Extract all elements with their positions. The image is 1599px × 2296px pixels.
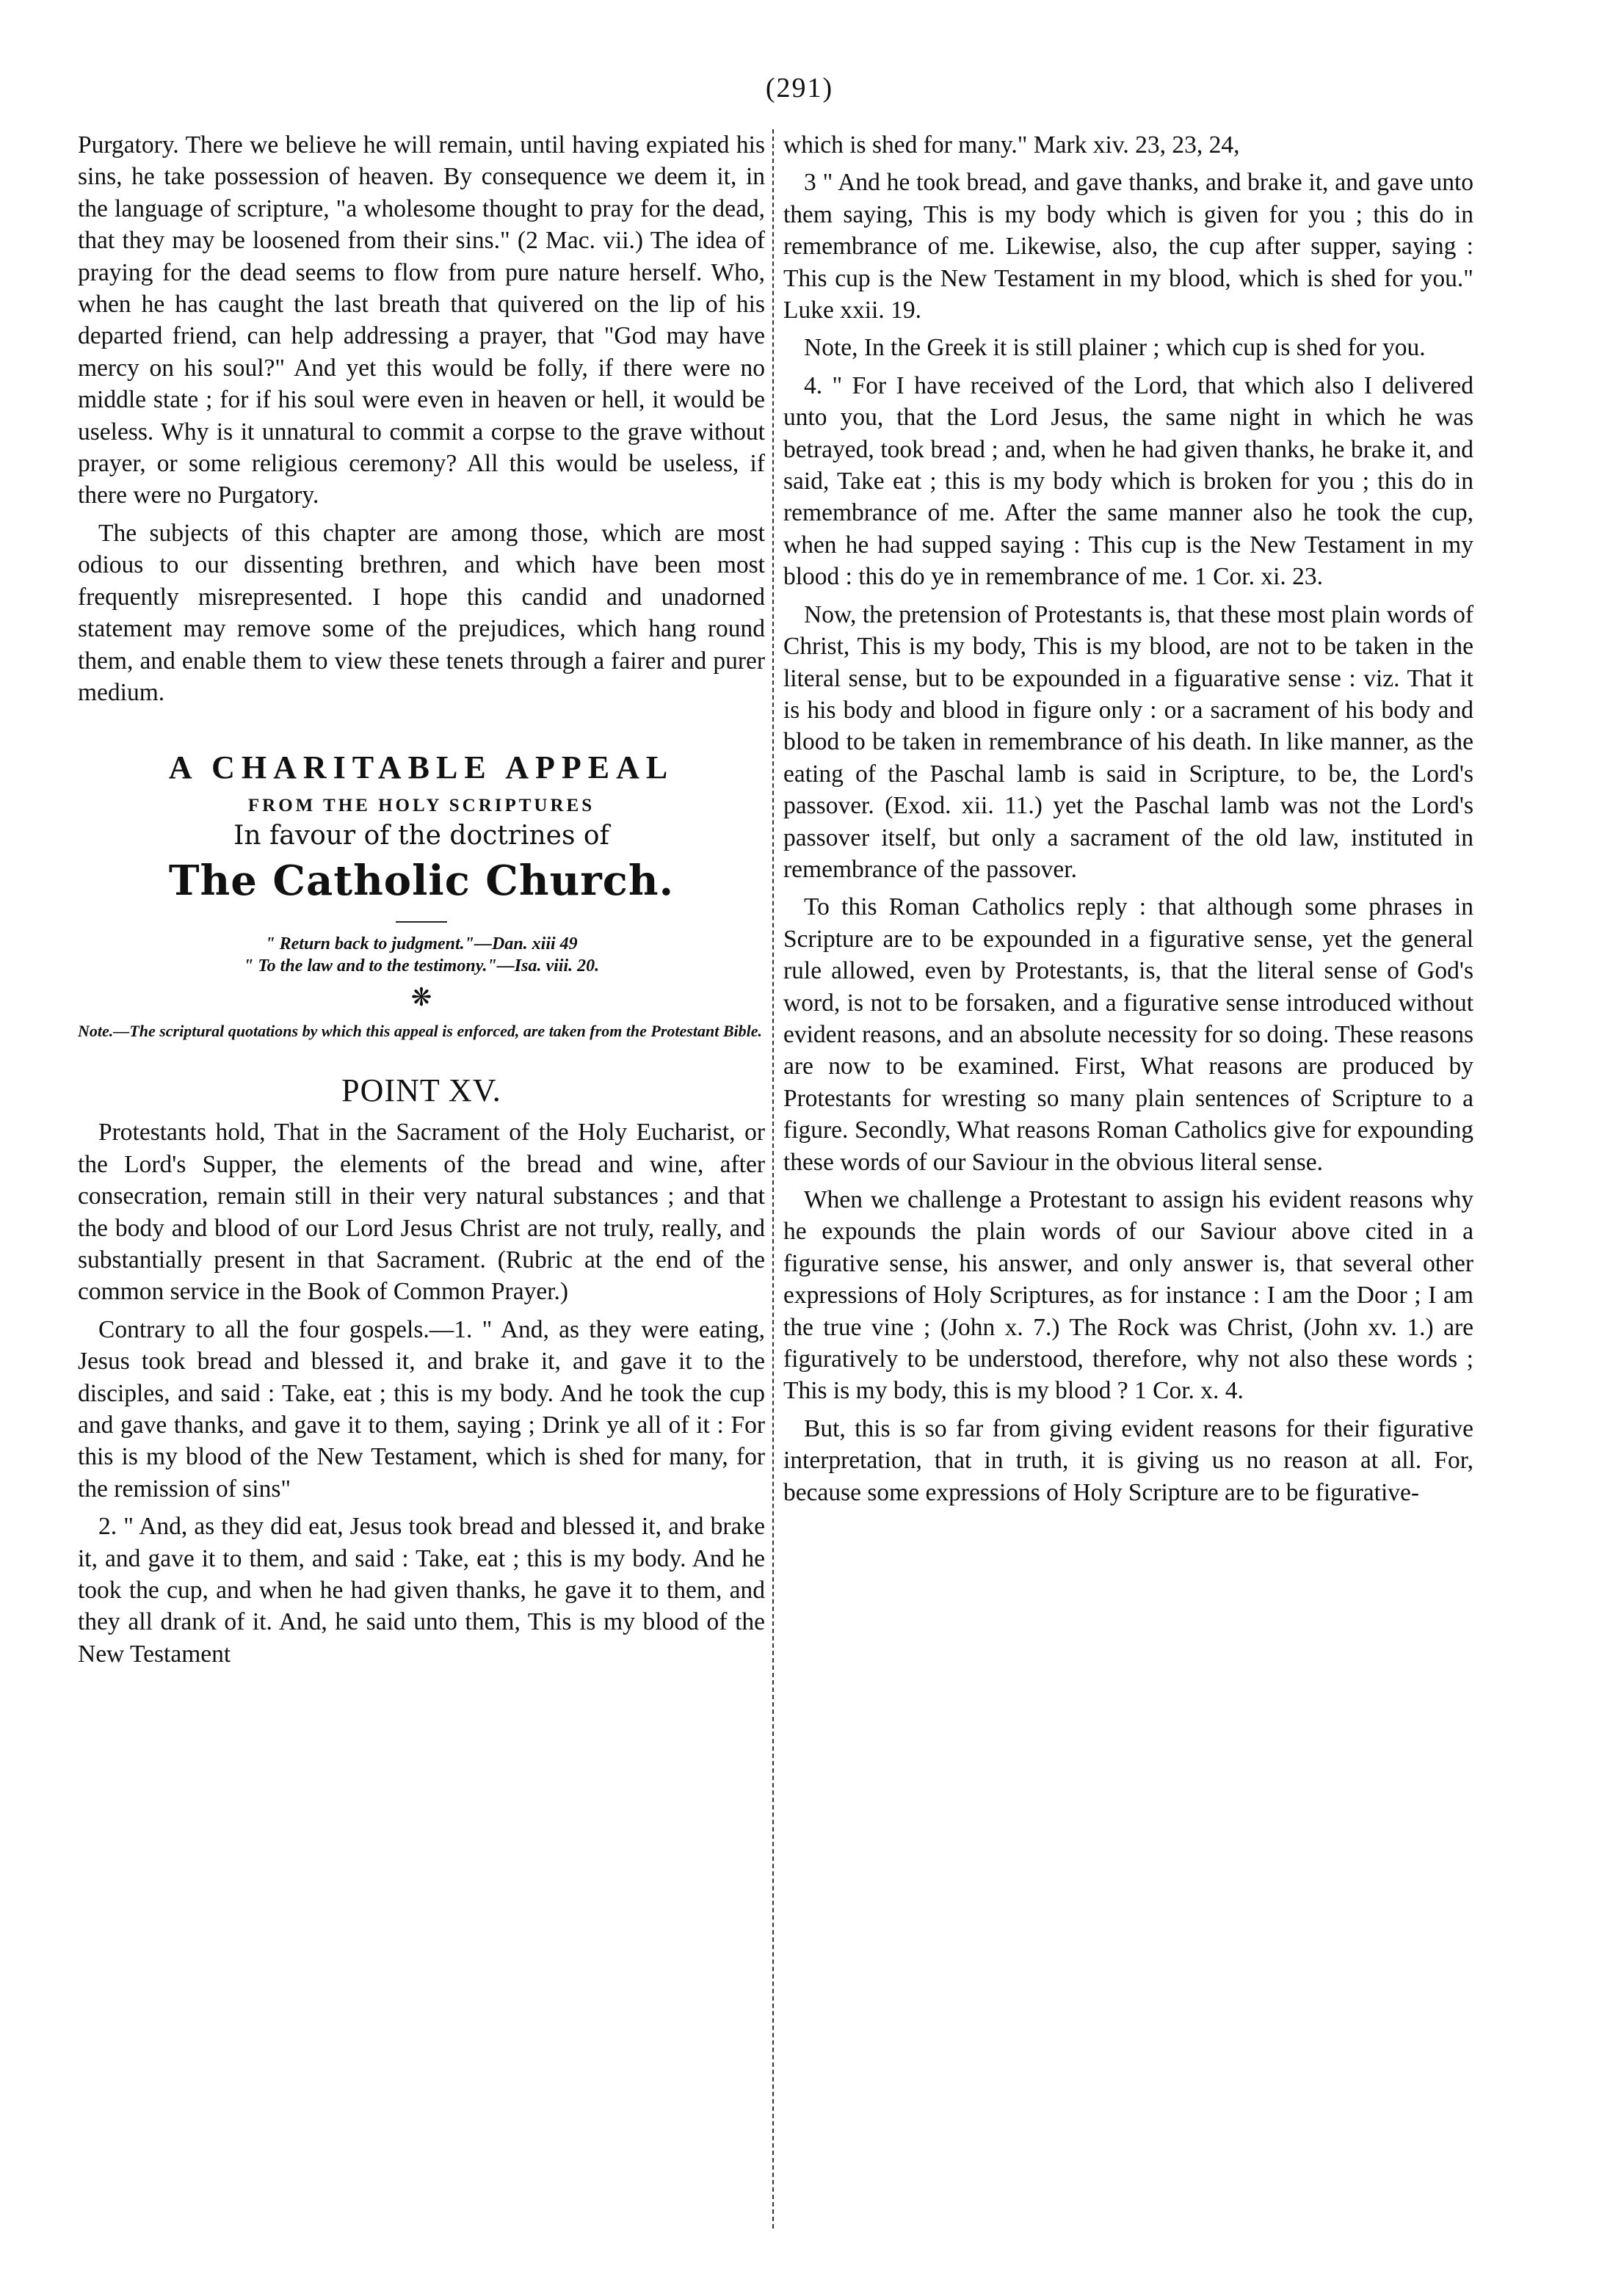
appeal-church-title: The Catholic Church. — [168, 857, 675, 906]
paragraph: The subjects of this chapter are among those, which are most odious to our dissenting brethren, and which have been most frequently misrepresented. I hope this candid and unadorned statement may remove some of the prejudices, which hang round them, and enable them to view these tenets through a fairer and purer medium. — [78, 519, 765, 706]
page-number: (291) — [765, 73, 834, 103]
point-heading: POINT XV. — [341, 1072, 501, 1109]
appeal-subtitle: FROM THE HOLY SCRIPTURES — [247, 796, 595, 816]
paragraph: 3 " And he took bread, and gave thanks, and brake it, and gave unto them saying, This is my body which is given for you ; this do in remembrance of me. Likewise, also, the cup after supper, saying : This cup is the New Testament in my blood, which is shed for you." Luke xxii. 19. — [783, 169, 1473, 324]
appeal-favour-line: In favour of the doctrines of — [233, 821, 609, 851]
appeal-title: A CHARITABLE APPEAL — [168, 749, 675, 786]
right-column — [783, 129, 1473, 1508]
paragraph: Protestants hold, That in the Sacrament of the Holy Eucharist, or the Lord's Supper, the elements of the bread and wine, after consecration, remain still in their very natural substances ; and that the body and blood of our Lord Jesus Christ are not truly, really, and substantially present in that Sacrament. (Rubric at the end of the common service in the Book of Common Prayer.) — [78, 1119, 765, 1306]
paragraph: 2. " And, as they did eat, Jesus took bread and blessed it, and brake it, and gave it to them, and said : Take, eat ; this is my body. And he took the cup, and when he had given thanks, he gave it to them, and they all drank of it. And, he said unto them, This is my blood of the New Testament — [78, 1513, 765, 1668]
paragraph: which is shed for many." Mark xiv. 23, 23, 24, — [783, 131, 1240, 159]
paragraph: But, this is so far from giving evident reasons for their figurative interpretation, that in truth, it is giving us no reason at all. For, because some expressions of Holy Scripture are to be figurative- — [783, 1414, 1473, 1506]
left-column — [78, 129, 765, 1670]
paragraph: Now, the pretension of Protestants is, that these most plain words of Christ, This is my body, This is my blood, are not to be taken in the literal sense, but to be expounded in a figuarative sense : viz. That it is his body and blood in figure only : or a sacrament of his body and blood to be taken in remembrance of his death. In like manner, as the eating of the Paschal lamb is said in Scripture, to be, the Lord's passover. (Exod. xii. 11.) yet the Paschal lamb was not the Lord's passover itself, but only a sacrament of the old law, instituted in remembrance of the passover. — [783, 600, 1473, 883]
epigraph-daniel: " Return back to judgment."—Dan. xiii 49 — [265, 934, 578, 954]
paragraph: Note, In the Greek it is still plainer ; which cup is shed for you. — [804, 334, 1426, 362]
scripture-note: Note.—The scriptural quotations by which this appeal is enforced, are taken from the Protestant Bible. — [78, 1022, 762, 1041]
paragraph: To this Roman Catholics reply : that although some phrases in Scripture are to be expounded in a figurative sense, yet the general rule allowed, even by Protestants, is, that the literal sense of God's word, is not to be forsaken, and a figurative sense introduced without evident reasons, and an absolute necessity for so doing. These reasons are now to be examined. First, What reasons are produced by Protestants for wresting so many plain sentences of Scripture to a figure. Secondly, What reasons Roman Catholics give for expounding these words of our Saviour in the obvious literal sense. — [783, 893, 1473, 1176]
ornament-icon: ❋ — [410, 984, 432, 1012]
paragraph: Contrary to all the four gospels.—1. " And, as they were eating, Jesus took bread and blessed it, and brake it, and gave it to the disciples, and said : Take, eat ; this is my body. And he took the cup and gave thanks, and gave it to them, saying ; Drink ye all of it : For this is my blood of the New Testament, which is shed for many, for the remission of sins" — [78, 1315, 765, 1503]
paragraph: 4. " For I have received of the Lord, that which also I delivered unto you, that the Lord Jesus, the same night in which he was betrayed, took bread ; and, when he had given thanks, he brake it, and said, Take eat ; this is my body which is broken for you ; this do in remembrance of me. After the same manner also he took the cup, when he had supped saying : This cup is the New Testament in my blood : this do ye in remembrance of me. 1 Cor. xi. 23. — [783, 371, 1473, 591]
paragraph: When we challenge a Protestant to assign his evident reasons why he expounds the plain words of our Saviour above cited in a figurative sense, his answer, and only answer is, that several other expressions of Holy Scriptures, as for instance : I am the Door ; I am the true vine ; (John x. 7.) The Rock was Christ, (John xv. 1.) are figuratively to be understood, therefore, why not also these words ; This is my body, this is my blood ? 1 Cor. x. 4. — [783, 1186, 1473, 1405]
epigraph-isaiah: " To the law and to the testimony."—Isa. viii. 20. — [243, 956, 600, 976]
divider — [396, 921, 447, 923]
paragraph: Purgatory. There we believe he will remain, until having expiated his sins, he take possession of heaven. By consequence we deem it, in the language of scripture, "a wholesome thought to pray for the dead, that they may be loosened from their sins." (2 Mac. vii.) The idea of praying for the dead seems to flow from pure nature herself. Who, when he has caught the last breath that quivered on the lip of his departed friend, can help addressing a prayer, that "God may have mercy on his soul?" And yet this would be folly, if there were no middle state ; for if his soul were even in heaven or hell, it would be useless. Why is it unnatural to commit a corpse to the grave without prayer, or some religious ceremony? All this would be useless, if there were no Purgatory. — [78, 131, 765, 509]
column-divider — [772, 129, 774, 2228]
